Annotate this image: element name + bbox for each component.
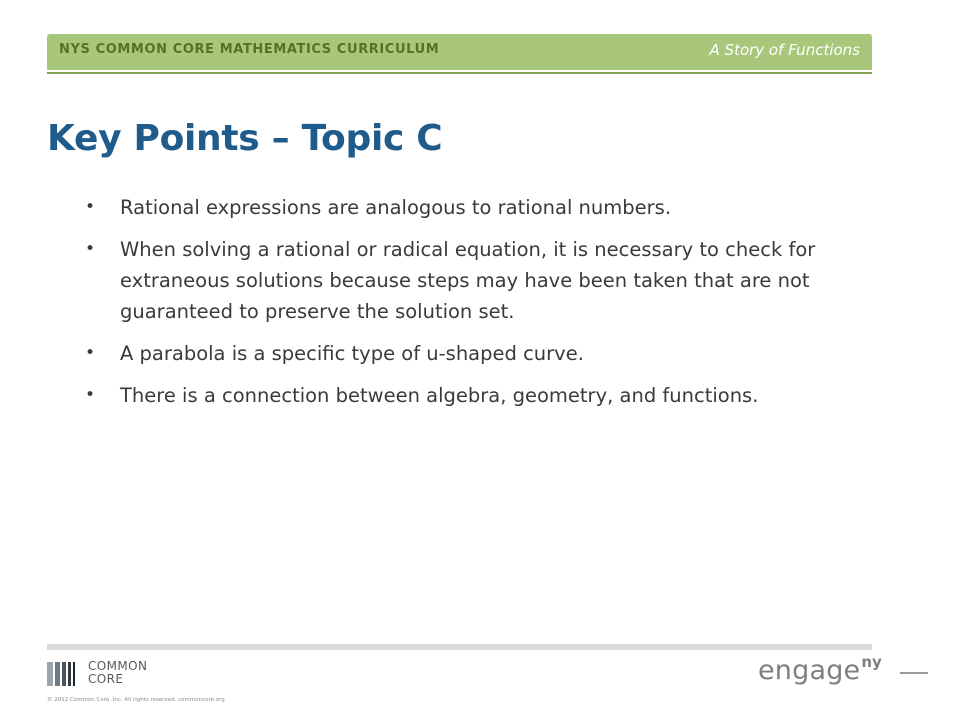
common-core-line1: COMMON <box>88 659 148 673</box>
bullet-item <box>85 234 875 327</box>
copyright-notice: © 2012 Common Core, Inc. All rights reserved. commoncore.org <box>47 697 225 703</box>
bullet-text: Rational expressions are analogous to rational numbers. <box>120 196 672 219</box>
bullet-text: A parabola is a specific type of u-shaped curve. <box>120 342 584 365</box>
bullet-icon: • <box>85 239 96 259</box>
bullet-text: When solving a rational or radical equation, it is necessary to check for extraneous solutions because steps may have been taken that are not guaranteed to preserve the solution set. <box>120 238 816 323</box>
bullet-icon: • <box>85 385 96 405</box>
engage-wordmark: engage <box>758 655 861 686</box>
common-core-logo-icon <box>47 662 83 686</box>
slide-title: Key Points – Topic C <box>47 118 443 159</box>
header-underline <box>47 72 872 74</box>
bullet-list <box>85 192 875 422</box>
bullet-icon: • <box>85 197 96 217</box>
bullet-item <box>85 192 875 223</box>
bullet-text: There is a connection between algebra, geometry, and functions. <box>120 384 759 407</box>
common-core-wordmark <box>88 660 147 686</box>
curriculum-name: NYS COMMON CORE MATHEMATICS CURRICULUM <box>59 42 440 57</box>
bullet-item <box>85 338 875 369</box>
decorative-line <box>900 672 928 674</box>
bullet-item <box>85 380 875 411</box>
footer-divider <box>47 644 872 650</box>
module-name: A Story of Functions <box>709 41 860 59</box>
common-core-line2: CORE <box>88 672 124 686</box>
engage-superscript: ny <box>861 653 882 671</box>
engageny-logo <box>758 655 882 686</box>
bullet-icon: • <box>85 343 96 363</box>
